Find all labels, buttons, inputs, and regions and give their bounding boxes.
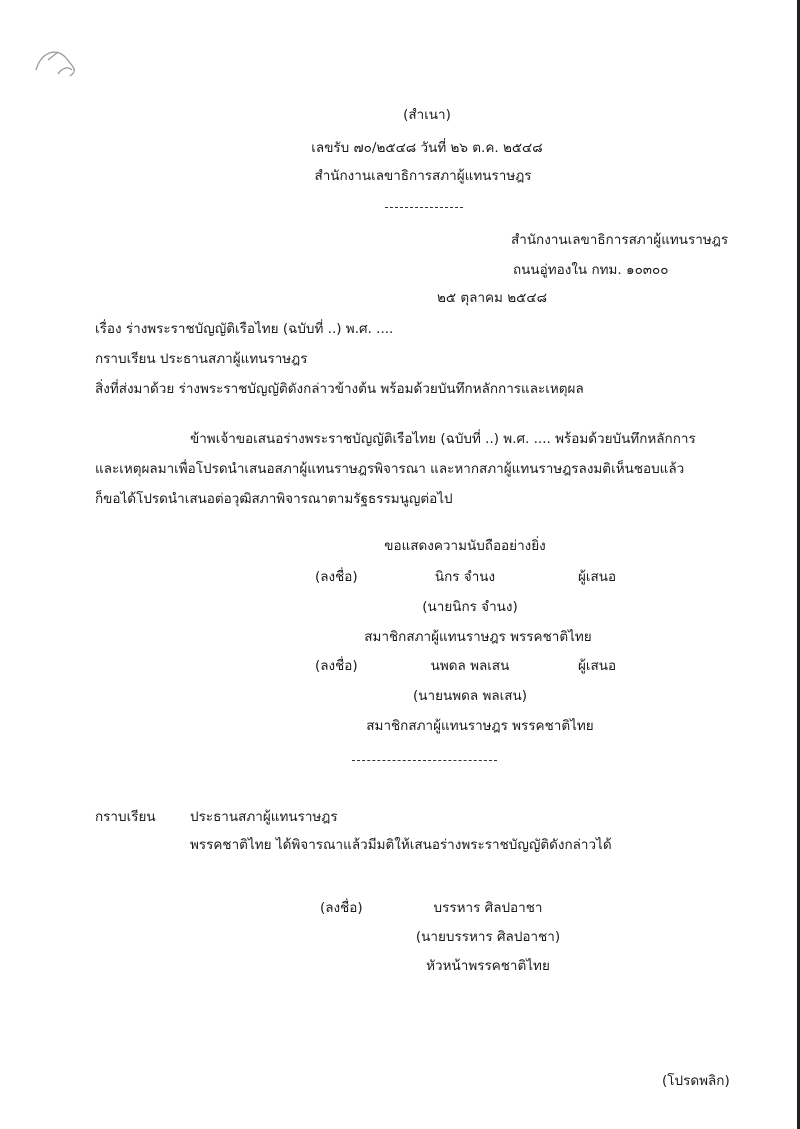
- subject-line: เรื่อง ร่างพระราชบัญญัติเรือไทย (ฉบับที่ ..) พ.ศ. ....: [95, 321, 394, 337]
- body-line-1: ข้าพเจ้าขอเสนอร่างพระราชบัญญัติเรือไทย (ฉบับที่ ..) พ.ศ. .... พร้อมด้วยบันทึกหลักการ: [190, 431, 696, 447]
- signature-divider: [352, 760, 497, 761]
- margin-scribble: [28, 40, 88, 85]
- closing-phrase: ขอแสดงความนับถืออย่างยิ่ง: [384, 538, 546, 554]
- letter-date: ๒๕ ตุลาคม ๒๕๔๘: [437, 290, 547, 306]
- endorser-full-name: (นายบรรหาร ศิลปอาชา): [415, 929, 561, 945]
- signer-1-signature: นิกร จำนง: [434, 569, 496, 585]
- signer-1-sign-label: (ลงชื่อ): [315, 569, 358, 585]
- endorser-sign-label: (ลงชื่อ): [320, 900, 363, 916]
- signer-2-signature: นพดล พลเสน: [430, 658, 510, 674]
- enclosure-line: สิ่งที่ส่งมาด้วย ร่างพระราชบัญญัติดังกล่าวข้างต้น พร้อมด้วยบันทึกหลักการและเหตุผล: [95, 381, 584, 397]
- endorser-position: หัวหน้าพรรคชาติไทย: [426, 958, 550, 974]
- addressee-line: กราบเรียน ประธานสภาผู้แทนราษฎร: [95, 351, 308, 367]
- address-office: สำนักงานเลขาธิการสภาผู้แทนราษฎร: [511, 232, 729, 248]
- copy-mark: (สำเนา): [403, 107, 451, 123]
- body-line-2: และเหตุผลมาเพื่อโปรดนำเสนอสภาผู้แทนราษฎรพิจารณา และหากสภาผู้แทนราษฎรลงมติเห็นชอบแล้ว: [95, 461, 685, 477]
- turn-over-note: (โปรดพลิก): [662, 1073, 730, 1089]
- signer-2-sign-label: (ลงชื่อ): [315, 658, 358, 674]
- body-line-3: ก็ขอได้โปรดนำเสนอต่อวุฒิสภาพิจารณาตามรัฐธรรมนูญต่อไป: [95, 491, 453, 507]
- endorsement-to-label: กราบเรียน: [95, 809, 156, 825]
- address-street: ถนนอู่ทองใน กทม. ๑๐๓๐๐: [513, 262, 669, 278]
- signer-2-position: สมาชิกสภาผู้แทนราษฎร พรรคชาติไทย: [366, 718, 594, 734]
- endorser-signature: บรรหาร ศิลปอาชา: [433, 900, 543, 916]
- office-name: สำนักงานเลขาธิการสภาผู้แทนราษฎร: [314, 168, 532, 184]
- endorsement-to-value: ประธานสภาผู้แทนราษฎร: [190, 809, 338, 825]
- signer-2-full-name: (นายนพดล พลเสน): [413, 688, 527, 704]
- signer-1-full-name: (นายนิกร จำนง): [422, 599, 518, 615]
- endorsement-text: พรรคชาติไทย ได้พิจารณาแล้วมีมติให้เสนอร่างพระราชบัญญัติดังกล่าวได้: [190, 837, 612, 853]
- signer-1-role: ผู้เสนอ: [578, 569, 617, 585]
- header-divider: [385, 207, 463, 208]
- signer-2-role: ผู้เสนอ: [578, 658, 617, 674]
- signer-1-position: สมาชิกสภาผู้แทนราษฎร พรรคชาติไทย: [364, 629, 592, 645]
- receipt-number: เลขรับ ๗๐/๒๕๔๘ วันที่ ๒๖ ต.ค. ๒๕๔๘: [311, 140, 543, 156]
